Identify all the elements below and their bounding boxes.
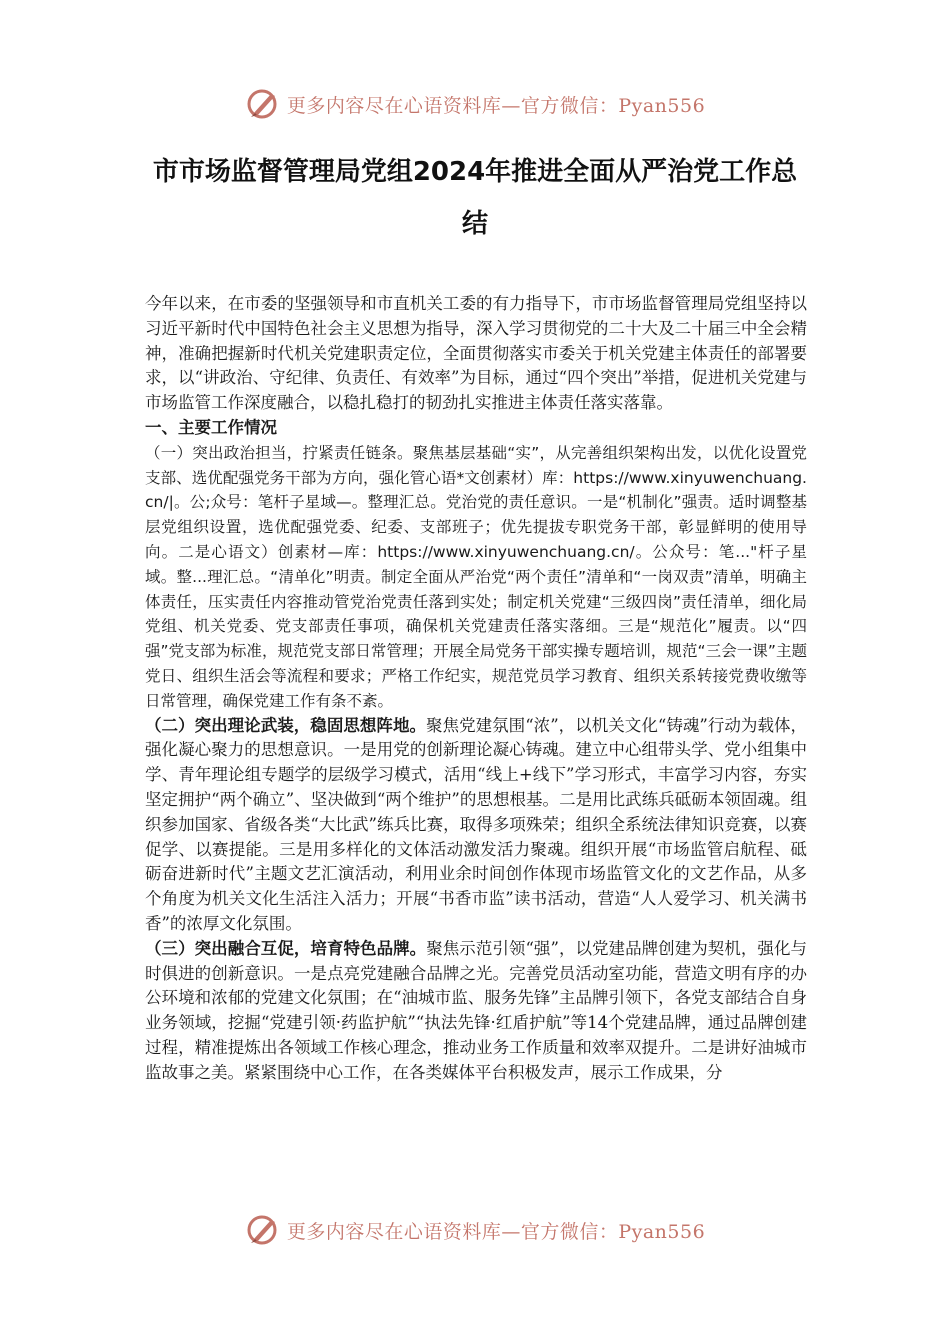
footer-watermark-banner [0, 1208, 950, 1252]
paragraph-body: 聚焦示范引领“强”，以党建品牌创建为契机，强化与时俱进的创新意识。一是点亮党建融合品牌之光。完善党员活动室功能，营造文明有序的办公环境和浓郁的党建文化氛围；在“油城市监、服务先锋”主品牌引领下，各党支部结合自身业务领域，挖掘“党建引领·药监护航”“执法先锋·红盾护航”等14个党建品牌，通过品牌创建过程，精准提炼出各领域工作核心理念，推动业务工作质量和效率双提升。二是讲好油城市监故事之美。紧紧围绕中心工作，在各类媒体平台积极发声，展示工作成果，分 [145, 938, 808, 1082]
watermark-text: 更多内容尽在心语资料库—官方微信：Pyan556 [286, 1220, 706, 1243]
document-title: 市市场监督管理局党组2024年推进全面从严治党工作总结 [152, 157, 798, 239]
subsection-heading: （二）突出理论武装，稳固思想阵地。 [145, 715, 427, 735]
brush-logo-icon [245, 1212, 281, 1248]
section-heading: 一、主要工作情况 [145, 417, 277, 437]
document-body [145, 292, 807, 1086]
paragraph-integration-branding [145, 937, 807, 1086]
intro-paragraph: 今年以来，在市委的坚强领导和市直机关工委的有力指导下，市市场监督管理局党组坚持以习近平新时代中国特色社会主义思想为指导，深入学习贯彻党的二十大及二十届三中全会精神，准确把握新时代机关党建职责定位，全面贯彻落实市委关于机关党建主体责任的部署要求，以“讲政治、守纪律、负责任、有效率”为目标，通过“四个突出”举措，促进机关党建与市场监管工作深度融合，以稳扎稳打的韧劲扎实推进主体责任落实落靠。 [145, 294, 807, 413]
subsection-heading: （三）突出融合互促，培育特色品牌。 [145, 938, 427, 958]
watermark-text: 更多内容尽在心语资料库—官方微信：Pyan556 [286, 94, 706, 117]
paragraph-body: 聚焦党建氛围“浓”，以机关文化“铸魂”行动为载体，强化凝心聚力的思想意识。一是用党的创新理论凝心铸魂。建立中心组带头学、党小组集中学、青年理论组专题学的层级学习模式，活用“线上+线下”学习形式，丰富学习内容，夯实坚定拥护“两个确立”、坚决做到“两个维护”的思想根基。二是用比武练兵砥砺本领固魂。组织参加国家、省级各类“大比武”练兵比赛，取得多项殊荣；组织全系统法律知识竞赛，以赛促学、以赛提能。三是用多样化的文体活动激发活力聚魂。组织开展“市场监管启航程、砥砺奋进新时代”主题文艺汇演活动，利用业余时间创作体现市场监管文化的文艺作品，从多个角度为机关文化生活注入活力；开展“书香市监”读书活动，营造“人人爱学习、机关满书香”的浓厚文化氛围。 [145, 715, 808, 933]
paragraph-political-responsibility: （一）突出政治担当，拧紧责任链条。聚焦基层基础“实”，从完善组织架构出发，以优化设置党支部、选优配强党务干部为方向，强化管心语*文创素材）库：https://www.xinyuwenchuang.cn/|。公;众号：笔杆子星域—。整理汇总。党治党的责任意识。一是“机制化”强责。适时调整基层党组织设置，选优配强党委、纪委、支部班子；优先提拔专职党务干部，彰显鲜明的使用导向。二是心语文）创素材—库：https://www.xinyuwenchuang.cn/。公众号：笔..."杆子星域。整...理汇总。“清单化”明责。制定全面从严治党“两个责任”清单和“一岗双责”清单，明确主体责任，压实责任内容推动管党治党责任落到实处；制定机关党建“三级四岗”责任清单，细化局党组、机关党委、党支部责任事项，确保机关党建责任落实落细。三是“规范化”履责。以“四强”党支部为标准，规范党支部日常管理；开展全局党务干部实操专题培训，规范“三会一课”主题党日、组织生活会等流程和要求；严格工作纪实，规范党员学习教育、组织关系转接党费收缴等日常管理，确保党建工作有条不紊。 [145, 443, 807, 710]
brush-logo-icon [245, 86, 281, 122]
header-watermark-banner [0, 82, 950, 126]
paragraph-theory-armament [145, 714, 807, 937]
